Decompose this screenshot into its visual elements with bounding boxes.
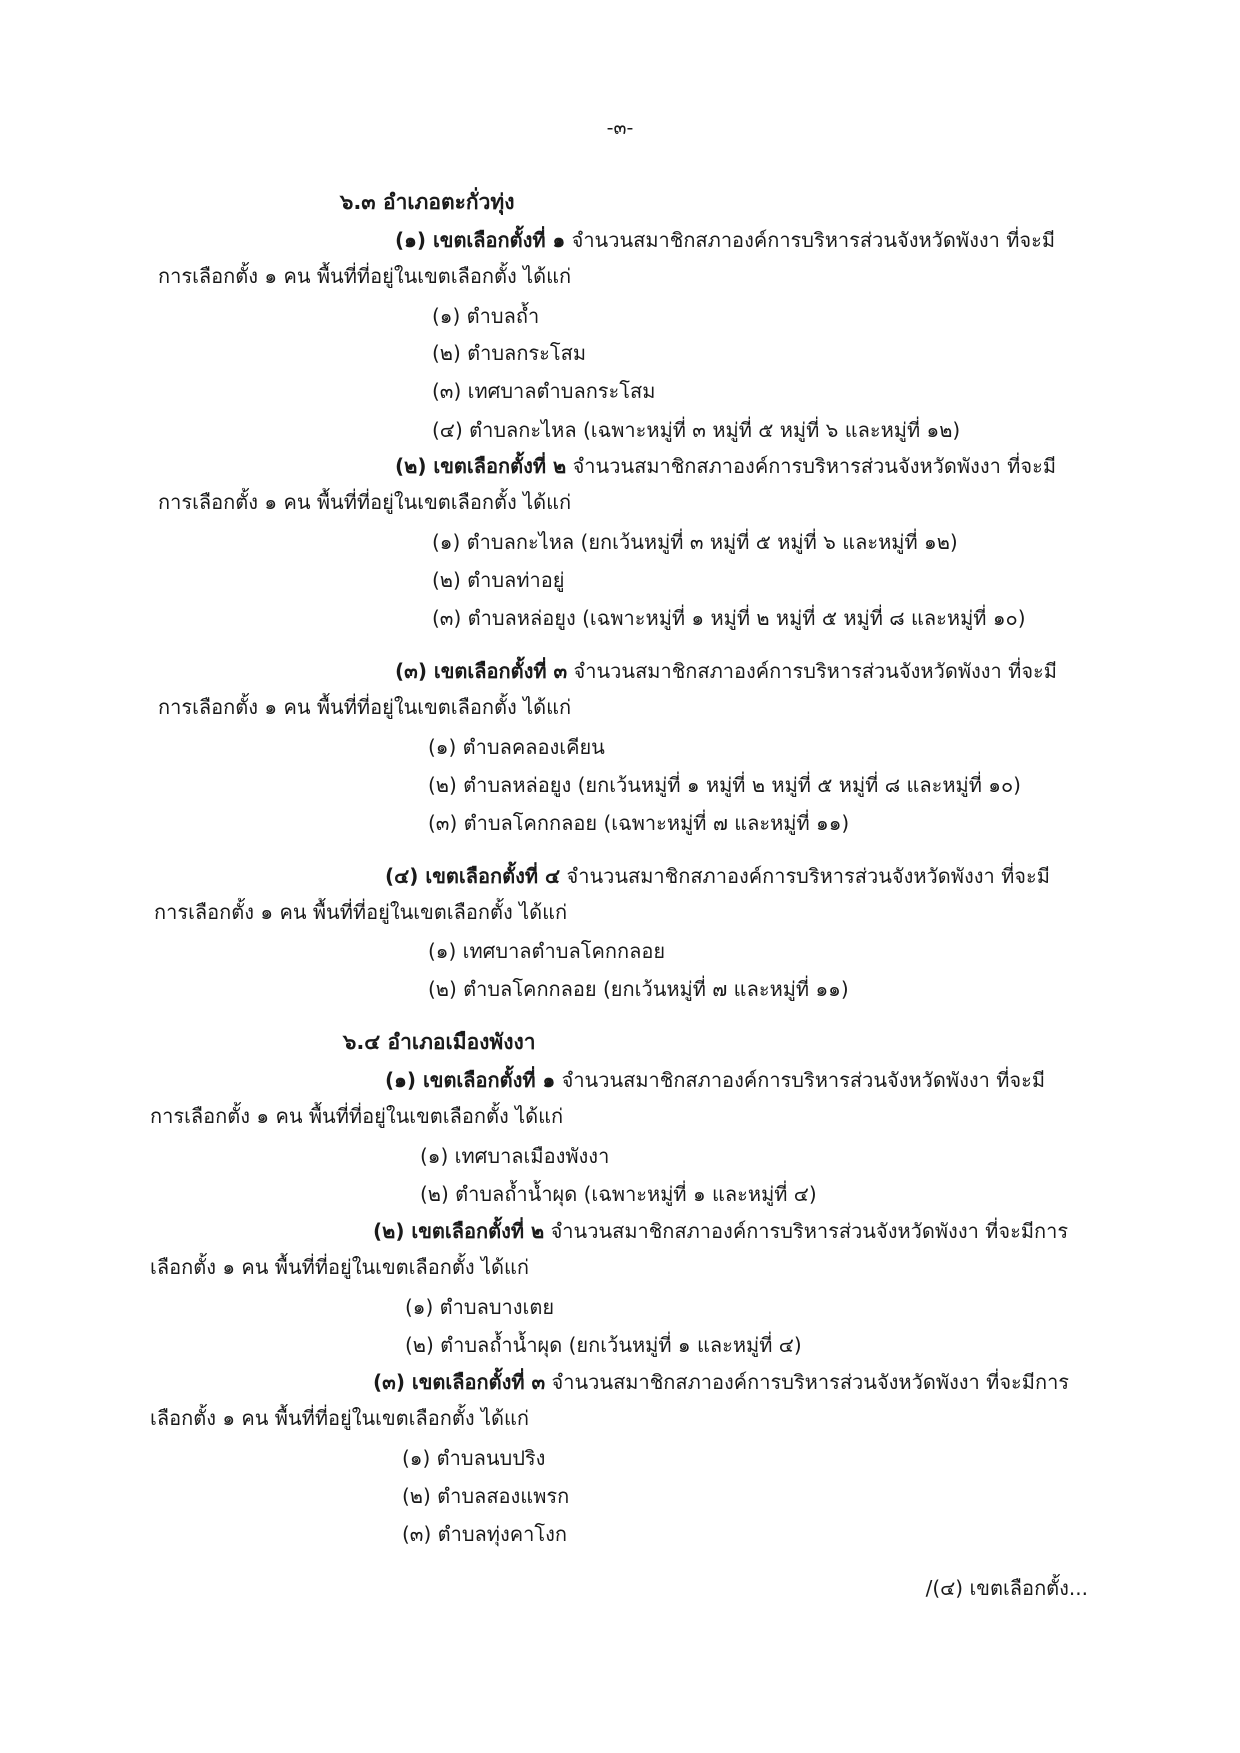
next-page-continuation: /(๔) เขตเลือกตั้ง...: [925, 1576, 1088, 1600]
zone-continuation: การเลือกตั้ง ๑ คน พื้นที่ที่อยู่ในเขตเลือกตั้ง ได้แก่: [158, 695, 572, 719]
district-heading-takuathung: ๖.๓ อำเภอตะกั่วทุ่ง: [340, 190, 515, 214]
zone-label: (๓) เขตเลือกตั้งที่ ๓: [373, 1370, 546, 1394]
zone-description: จำนวนสมาชิกสภาองค์การบริหารส่วนจังหวัดพังงา ที่จะมี: [555, 1068, 1046, 1092]
area-item: (๒) ตำบลหล่อยูง (ยกเว้นหมู่ที่ ๑ หมู่ที่ ๒ หมู่ที่ ๕ หมู่ที่ ๘ และหมู่ที่ ๑๐): [428, 773, 1021, 797]
zone-continuation: การเลือกตั้ง ๑ คน พื้นที่ที่อยู่ในเขตเลือกตั้ง ได้แก่: [158, 490, 572, 514]
zone-line: [395, 452, 1056, 480]
area-item: (๑) เทศบาลตำบลโคกกลอย: [428, 939, 666, 963]
zone-label: (๔) เขตเลือกตั้งที่ ๔: [385, 864, 561, 888]
zone-line: [395, 226, 1055, 254]
area-item: (๒) ตำบลกระโสม: [432, 341, 587, 365]
zone-description: จำนวนสมาชิกสภาองค์การบริหารส่วนจังหวัดพังงา ที่จะมี: [560, 864, 1050, 888]
zone-label: (๓) เขตเลือกตั้งที่ ๓: [395, 659, 568, 683]
area-item: (๓) เทศบาลตำบลกระโสม: [432, 379, 656, 403]
zone-label: (๑) เขตเลือกตั้งที่ ๑: [385, 1068, 556, 1092]
area-item: (๒) ตำบลท่าอยู่: [432, 568, 565, 592]
area-item: (๒) ตำบลสองแพรก: [402, 1484, 570, 1508]
area-item: (๑) ตำบลกะไหล (ยกเว้นหมู่ที่ ๓ หมู่ที่ ๕ หมู่ที่ ๖ และหมู่ที่ ๑๒): [432, 530, 958, 554]
area-item: (๑) ตำบลนบปริง: [402, 1446, 546, 1470]
zone-label: (๒) เขตเลือกตั้งที่ ๒: [395, 454, 567, 478]
area-item: (๒) ตำบลถ้ำน้ำผุด (ยกเว้นหมู่ที่ ๑ และหมู่ที่ ๔): [405, 1333, 802, 1357]
zone-label: (๑) เขตเลือกตั้งที่ ๑: [395, 228, 566, 252]
zone-label: (๒) เขตเลือกตั้งที่ ๒: [373, 1219, 545, 1243]
zone-line: [373, 1368, 1069, 1396]
area-item: (๒) ตำบลถ้ำน้ำผุด (เฉพาะหมู่ที่ ๑ และหมู่ที่ ๔): [420, 1182, 817, 1206]
area-item: (๑) ตำบลคลองเคียน: [428, 735, 605, 759]
area-item: (๓) ตำบลโคกกลอย (เฉพาะหมู่ที่ ๗ และหมู่ที่ ๑๑): [428, 811, 850, 835]
zone-line: [373, 1217, 1068, 1245]
zone-line: [395, 657, 1057, 685]
zone-line: [385, 862, 1050, 890]
area-item: (๓) ตำบลทุ่งคาโงก: [402, 1522, 567, 1546]
zone-continuation: การเลือกตั้ง ๑ คน พื้นที่ที่อยู่ในเขตเลือกตั้ง ได้แก่: [154, 900, 568, 924]
zone-continuation: การเลือกตั้ง ๑ คน พื้นที่ที่อยู่ในเขตเลือกตั้ง ได้แก่: [150, 1104, 564, 1128]
area-item: (๑) เทศบาลเมืองพังงา: [420, 1144, 610, 1168]
zone-description: จำนวนสมาชิกสภาองค์การบริหารส่วนจังหวัดพังงา ที่จะมี: [566, 454, 1056, 478]
area-item: (๔) ตำบลกะไหล (เฉพาะหมู่ที่ ๓ หมู่ที่ ๕ หมู่ที่ ๖ และหมู่ที่ ๑๒): [432, 418, 961, 442]
zone-description: จำนวนสมาชิกสภาองค์การบริหารส่วนจังหวัดพังงา ที่จะมี: [567, 659, 1057, 683]
area-item: (๑) ตำบลบางเตย: [405, 1295, 555, 1319]
page-number: -๓-: [606, 117, 634, 139]
zone-description: จำนวนสมาชิกสภาองค์การบริหารส่วนจังหวัดพังงา ที่จะมี: [565, 228, 1056, 252]
zone-description: จำนวนสมาชิกสภาองค์การบริหารส่วนจังหวัดพังงา ที่จะมีการ: [544, 1219, 1069, 1243]
zone-continuation: เลือกตั้ง ๑ คน พื้นที่ที่อยู่ในเขตเลือกตั้ง ได้แก่: [150, 1406, 530, 1430]
area-item: (๒) ตำบลโคกกลอย (ยกเว้นหมู่ที่ ๗ และหมู่ที่ ๑๑): [428, 977, 849, 1001]
zone-continuation: การเลือกตั้ง ๑ คน พื้นที่ที่อยู่ในเขตเลือกตั้ง ได้แก่: [158, 264, 572, 288]
area-item: (๑) ตำบลถ้ำ: [432, 304, 540, 328]
zone-continuation: เลือกตั้ง ๑ คน พื้นที่ที่อยู่ในเขตเลือกตั้ง ได้แก่: [150, 1255, 530, 1279]
district-heading-mueang-phang-nga: ๖.๔ อำเภอเมืองพังงา: [343, 1030, 536, 1054]
zone-line: [385, 1066, 1045, 1094]
zone-description: จำนวนสมาชิกสภาองค์การบริหารส่วนจังหวัดพังงา ที่จะมีการ: [545, 1370, 1070, 1394]
area-item: (๓) ตำบลหล่อยูง (เฉพาะหมู่ที่ ๑ หมู่ที่ ๒ หมู่ที่ ๕ หมู่ที่ ๘ และหมู่ที่ ๑๐): [432, 606, 1026, 630]
